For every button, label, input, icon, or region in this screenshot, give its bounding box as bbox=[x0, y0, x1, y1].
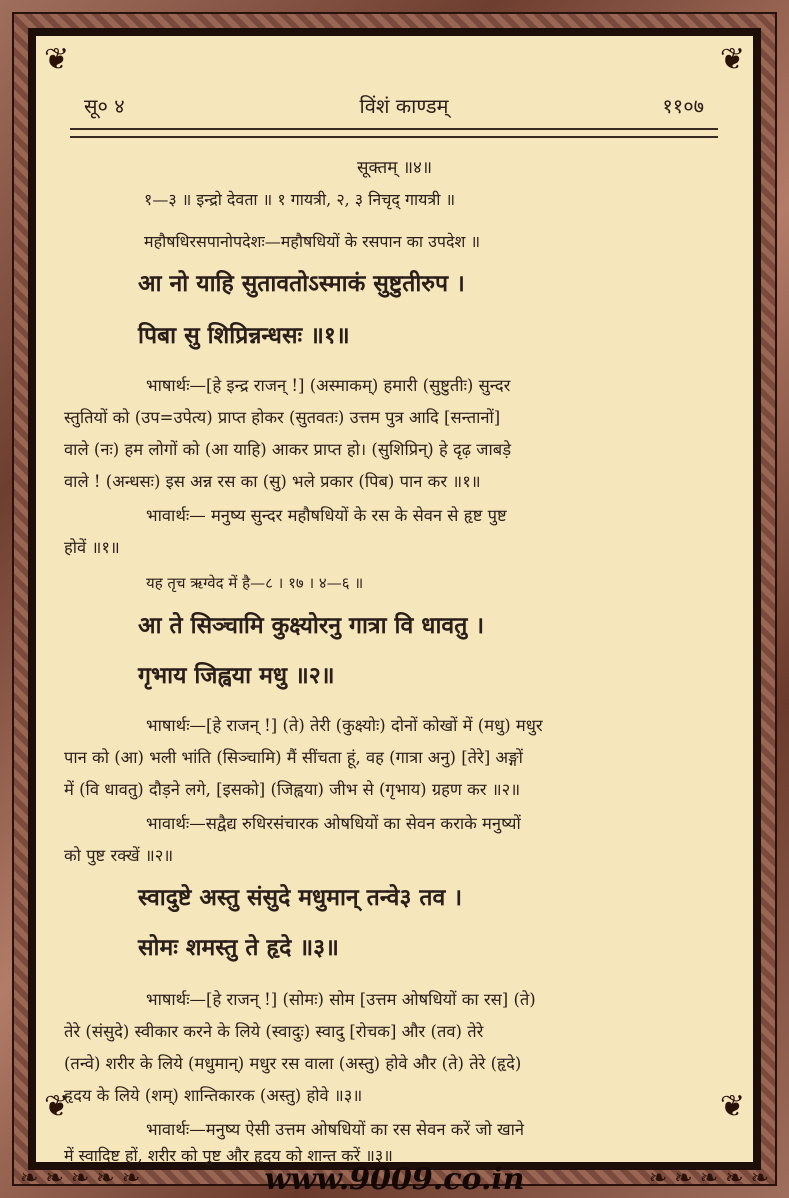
page-number: ११०७ bbox=[662, 94, 704, 118]
bhasharth-line: तेरे (संसुदे) स्वीकार करने के लिये (स्वादुः) स्वादु [रोचक] और (तव) तेरे bbox=[64, 1022, 484, 1041]
page-header bbox=[84, 92, 704, 122]
reference-note: यह तृच ऋग्वेद में है—८ । १७ । ४—६ ॥ bbox=[146, 574, 364, 592]
bhasharth-line: वाले (नः) हम लोगों को (आ याहि) आकर प्राप्त हो। (सुशिप्रिन्) हे दृढ़ जाबड़े bbox=[64, 440, 512, 459]
footer-ornament: ❧ ❧ ❧ ❧ ❧ ❧ ❧ ❧ ❧ ❧ bbox=[20, 1166, 769, 1191]
bhavarth-line: भावार्थः—मनुष्य ऐसी उत्तम ओषधियों का रस सेवन करें जो खाने bbox=[146, 1120, 525, 1139]
bhavarth-line: भावार्थः— मनुष्य सुन्दर महौषधियों के रस के सेवन से हृष्ट पुष्ट bbox=[146, 506, 507, 525]
sukta-number: सू० ४ bbox=[84, 94, 125, 118]
bhavarth-line: भावार्थः—सद्वैद्य रुधिरसंचारक ओषधियों का सेवन कराके मनुष्यों bbox=[146, 814, 521, 833]
bhavarth-line: होवें ॥१॥ bbox=[64, 538, 120, 557]
bhasharth-line: वाले ! (अन्धसः) इस अन्न रस का (सु) भले प्रकार (पिब) पान कर ॥१॥ bbox=[64, 472, 481, 491]
mantra-line: पिबा सु शिप्रिन्नन्धसः ॥१॥ bbox=[138, 322, 350, 349]
corner-ornament-icon: ❦ bbox=[44, 1089, 70, 1124]
bhasharth-line: में (वि धावतु) दौड़ने लगे, [इसको] (जिह्वया) जीभ से (गृभाय) ग्रहण कर ॥२॥ bbox=[64, 780, 521, 799]
corner-ornament-icon: ❦ bbox=[719, 42, 745, 77]
mantra-line: आ ते सिञ्चामि कुक्ष्योरनु गात्रा वि धावतु । bbox=[138, 612, 485, 639]
mantra-line: स्वादुष्टे अस्तु संसुदे मधुमान् तन्वे३ तव । bbox=[138, 884, 463, 911]
mantra-line: गृभाय जिह्वया मधु ॥२॥ bbox=[138, 662, 335, 689]
bhavarth-line: को पुष्ट रक्खें ॥२॥ bbox=[64, 846, 174, 865]
corner-ornament-icon: ❦ bbox=[719, 1089, 745, 1124]
mantra-line: सोमः शमस्तु ते हृदे ॥३॥ bbox=[138, 934, 339, 961]
bhasharth-line: भाषार्थः—[हे इन्द्र राजन् !] (अस्माकम्) हमारी (सुष्टुतीः) सुन्दर bbox=[146, 376, 511, 395]
bhasharth-line: स्तुतियों को (उप=उपेत्य) प्राप्त होकर (सुतवतः) उत्तम पुत्र आदि [सन्तानों] bbox=[64, 408, 501, 427]
sukta-title: सूक्तम् ॥४॥ bbox=[356, 158, 433, 178]
mantra-line: आ नो याहि सुतावतोऽस्माकं सुष्टुतीरुप । bbox=[138, 270, 465, 297]
bhasharth-line: भाषार्थः—[हे राजन् !] (ते) तेरी (कुक्ष्योः) दोनों कोखों में (मधु) मधुर bbox=[146, 716, 543, 735]
bhavarth-line: में स्वादिष्ट हों, शरीर को पुष्ट और हृदय को शान्त करें ॥३॥ bbox=[64, 1146, 393, 1165]
header-rule bbox=[70, 128, 718, 138]
bhasharth-line: भाषार्थः—[हे राजन् !] (सोमः) सोम [उत्तम ओषधियों का रस] (ते) bbox=[146, 990, 536, 1009]
corner-ornament-icon: ❦ bbox=[44, 42, 70, 77]
bhasharth-line: (तन्वे) शरीर के लिये (मधुमान्) मधुर रस वाला (अस्तु) होवे और (ते) तेरे (हृदे) bbox=[64, 1054, 522, 1073]
page bbox=[36, 36, 753, 1165]
upadesh-line: महौषधिरसपानोपदेशः—महौषधियों के रसपान का उपदेश ॥ bbox=[144, 232, 481, 251]
bhasharth-line: हृदय के लिये (शम्) शान्तिकारक (अस्तु) होवे ॥३॥ bbox=[64, 1086, 363, 1105]
bhasharth-line: पान को (आ) भली भांति (सिञ्चामि) मैं सींचता हूं, वह (गात्रा अनु) [तेरे] अङ्गों bbox=[64, 748, 523, 767]
kanda-title: विंशं काण्डम् bbox=[359, 94, 449, 118]
website-link[interactable]: www.9009.co.in bbox=[264, 1162, 525, 1197]
devata-line: १—३ ॥ इन्द्रो देवता ॥ १ गायत्री, २, ३ निचृद् गायत्री ॥ bbox=[144, 190, 456, 209]
